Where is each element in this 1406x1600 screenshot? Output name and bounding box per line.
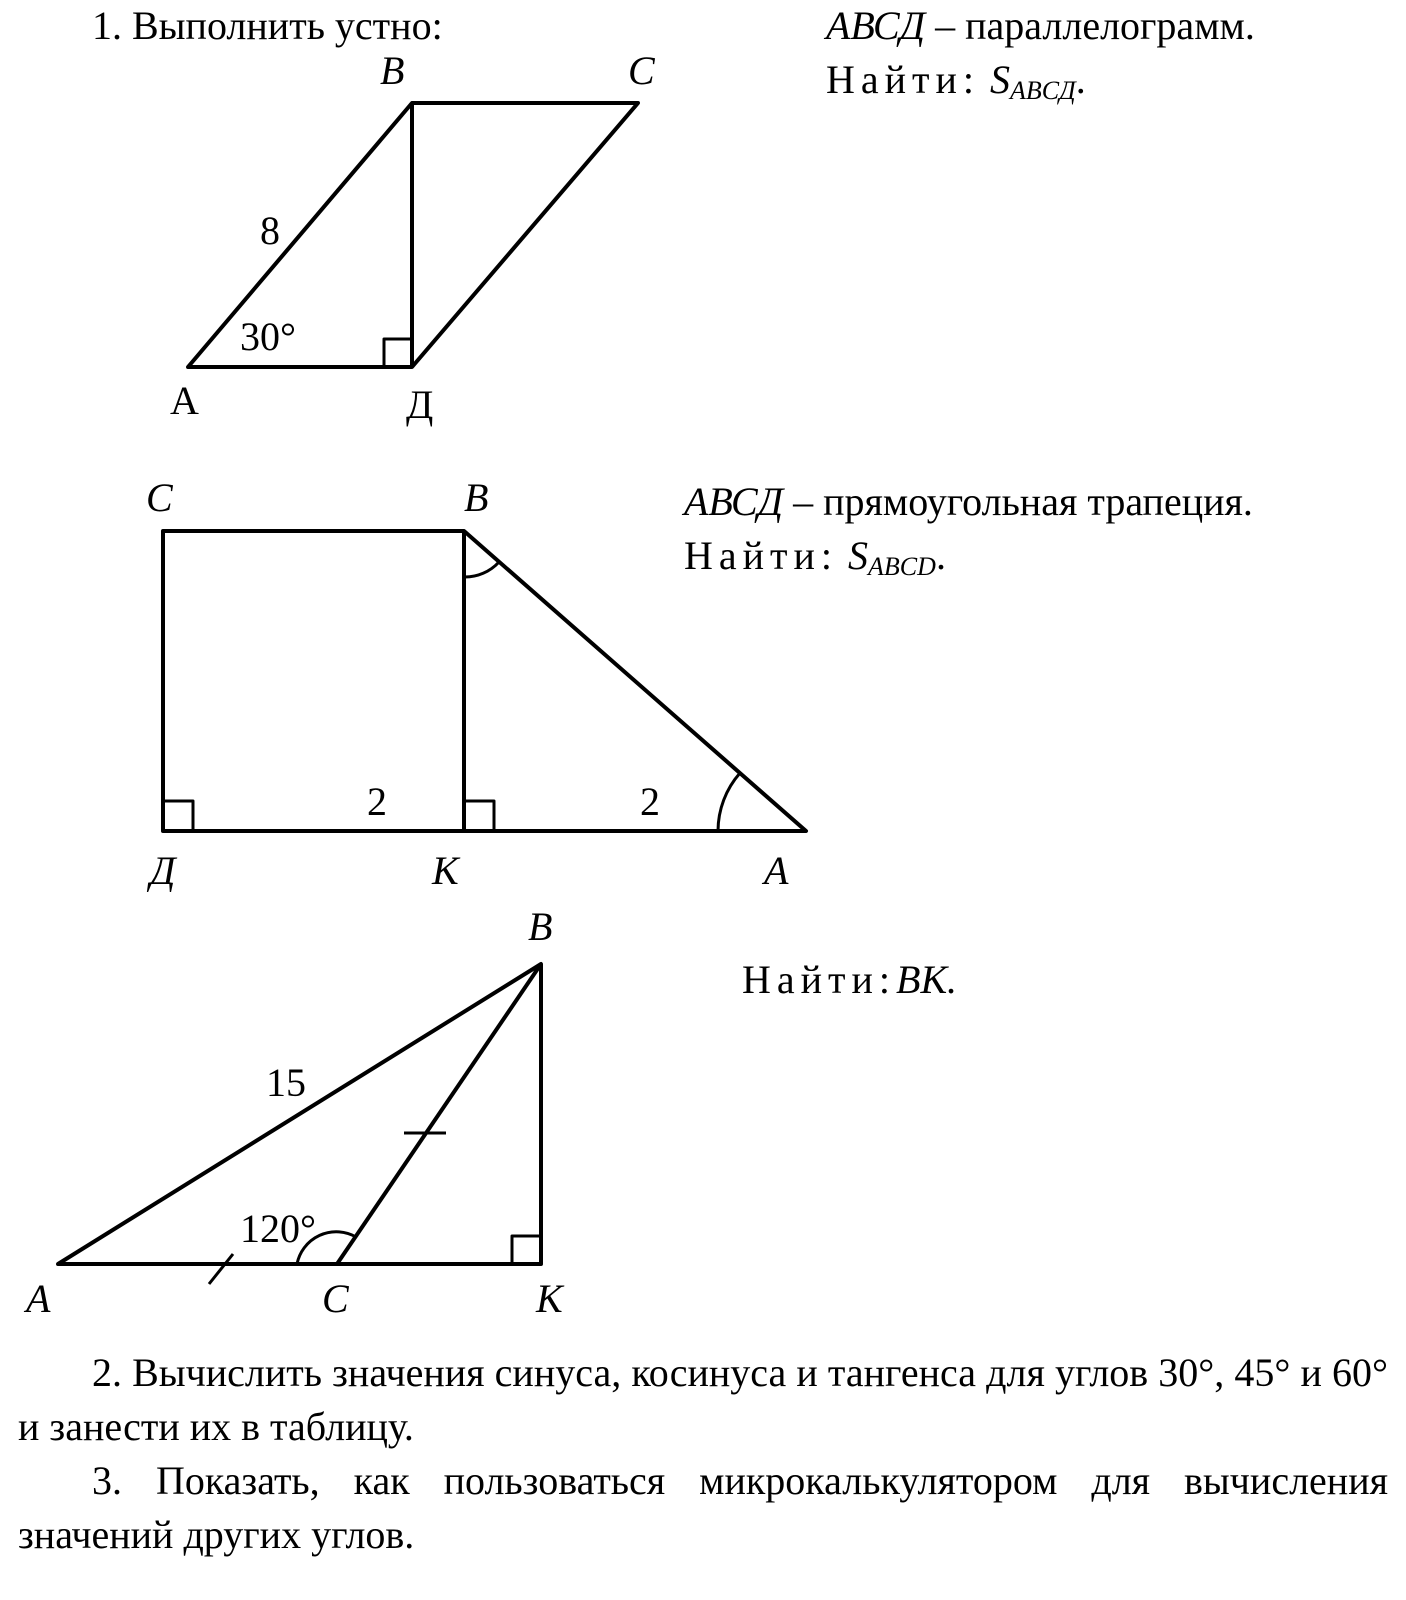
trapezoid-vertex-d: Д [150, 848, 176, 893]
problem-a-find-symbol: S [990, 57, 1011, 102]
right-angle-mark-k [464, 801, 494, 831]
task2-text: 2. Вычислить значения синуса, косинуса и тангенса для углов 30°, 45° и 60° и занести их в таблицу. [18, 1350, 1388, 1449]
problem-b-find-symbol: S [848, 533, 869, 578]
parallelogram-vertex-c: С [628, 48, 655, 93]
trapezoid-segment-ka-label: 2 [640, 779, 660, 824]
problem-b-find-sub: ABCD [868, 552, 936, 581]
parallelogram-vertex-d: Д [406, 382, 434, 427]
task3-text: 3. Показать, как пользоваться микрокалькулятором для вычисления значений других углов. [18, 1458, 1388, 1557]
angle-arc-b [464, 562, 499, 577]
angle-arc-a [718, 773, 740, 831]
triangle-vertex-c: С [322, 1276, 349, 1321]
problem-b-statement-rest: – прямоугольная трапеция. [783, 479, 1253, 524]
problem-c-find-value: ВК. [896, 957, 958, 1002]
problem-b-name: АВСД [684, 479, 784, 524]
triangle-angle-label: 120° [240, 1206, 316, 1251]
trapezoid-vertex-c: С [146, 475, 173, 520]
task1-heading: 1. Выполнить устно: [92, 3, 443, 48]
problem-a-find-sub: ABCД [1010, 76, 1076, 105]
problem-b-find-end: . [935, 533, 946, 578]
problem-a-statement-rest: – параллелограмм. [925, 3, 1255, 48]
parallelogram-vertex-b: В [380, 48, 405, 93]
triangle-side-label: 15 [266, 1060, 306, 1105]
trapezoid-vertex-b: В [464, 475, 489, 520]
right-angle-mark-k3 [512, 1236, 541, 1264]
problem-a-find-label: Найти: [826, 57, 981, 102]
problem-a-name: АВСД [826, 3, 926, 48]
segment-bc [337, 964, 541, 1264]
triangle-vertex-b: В [528, 904, 553, 949]
triangle-vertex-k: К [536, 1276, 563, 1321]
problem-a-find-end: . [1075, 57, 1086, 102]
trapezoid-figure [163, 531, 806, 831]
trapezoid-shape [163, 531, 806, 831]
parallelogram-side-label: 8 [260, 208, 280, 253]
trapezoid-vertex-k: К [432, 848, 459, 893]
right-angle-mark-d [163, 801, 193, 831]
problem-b-find-label: Найти: [684, 533, 839, 578]
problem-c-find-label: Найти: [742, 957, 897, 1002]
triangle-vertex-a: А [26, 1276, 51, 1321]
right-angle-mark [384, 339, 412, 367]
trapezoid-vertex-a: А [764, 848, 789, 893]
parallelogram-vertex-a: А [170, 378, 199, 423]
tick-mark-ac [209, 1254, 233, 1284]
trapezoid-segment-dk-label: 2 [367, 779, 387, 824]
parallelogram-angle-label: 30° [240, 314, 296, 359]
